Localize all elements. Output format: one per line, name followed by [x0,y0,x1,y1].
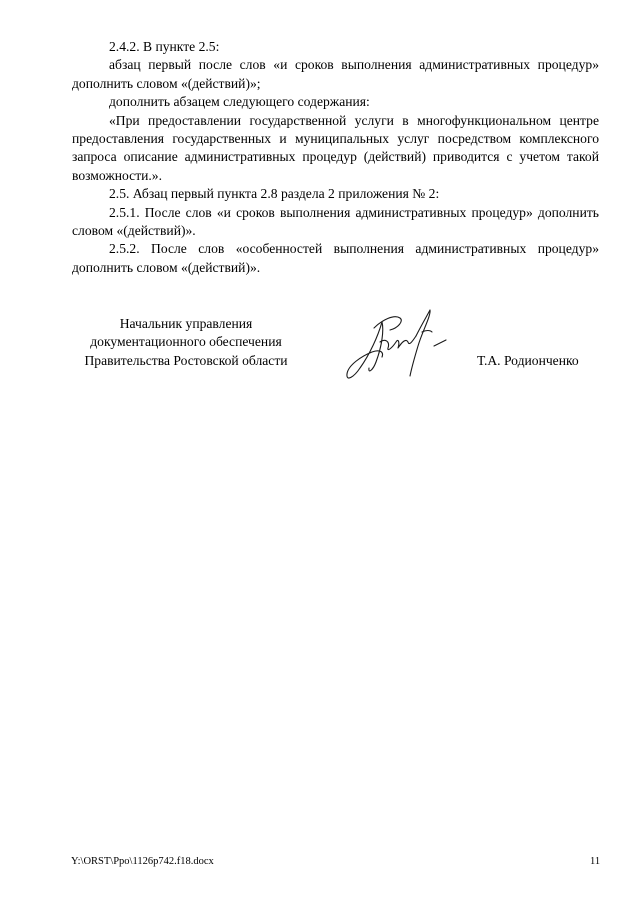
paragraph-2-4-2: 2.4.2. В пункте 2.5: [109,39,220,54]
paragraph-2-5: 2.5. Абзац первый пункта 2.8 раздела 2 приложения № 2: [109,186,440,202]
document-body [72,38,599,277]
position-line-1: Начальник управления [119,316,253,331]
paragraph-quoted-text: «При предоставлении государственной услуги в многофункциональном центре предоставления государственных и муниципальных услуг посредством комплексного запроса описание административных процедур (действий) приводится с учетом такой возможности.». [72,112,599,183]
paragraph-2-5-2: 2.5.2. После слов «особенностей выполнения административных процедур» дополнить словом «(действий)». [72,241,599,275]
signatory-position [66,315,306,370]
footer-file-path: Y:\ORST\Ppo\1126p742.f18.docx [71,856,214,867]
position-line-2: документационного обеспечения [90,334,282,350]
position-line-3: Правительства Ростовской области [84,352,288,368]
paragraph-add-abzac: дополнить абзацем следующего содержания: [109,94,370,110]
signer-name: Т.А. Родионченко [477,353,579,368]
page-number: 11 [590,856,601,867]
paragraph-2-5-1: 2.5.1. После слов «и сроков выполнения административных процедур» дополнить словом «(действий)». [72,204,599,239]
handwritten-signature [338,302,453,392]
paragraph-abzac-first: абзац первый после слов «и сроков выполнения административных процедур» дополнить словом «(действий)»; [72,57,599,91]
